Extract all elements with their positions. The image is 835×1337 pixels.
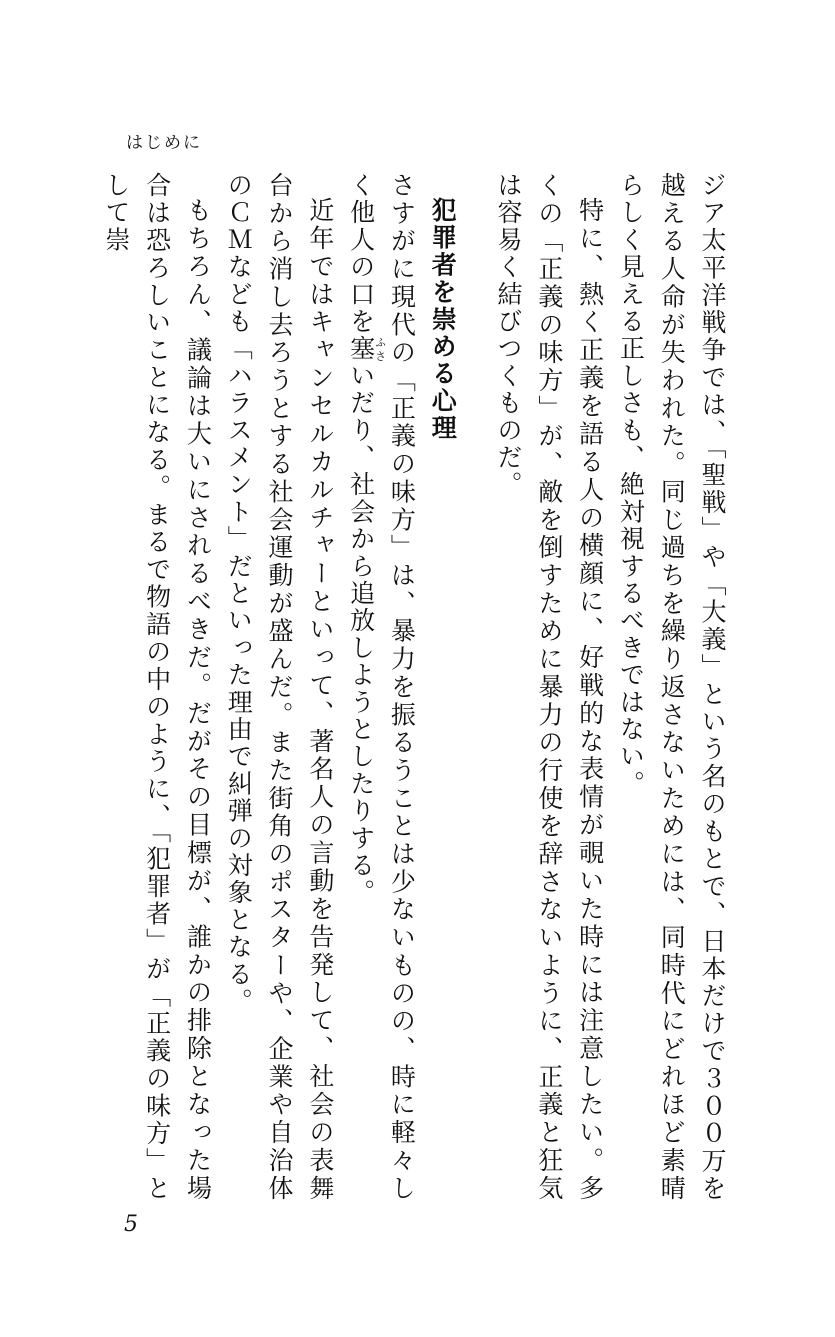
section-heading: 犯罪者を崇める心理 <box>428 197 458 442</box>
ruby-base: 塞 <box>346 335 376 363</box>
running-head: はじめに <box>126 133 202 153</box>
paragraph-4: 近年ではキャンセルカルチャーといって、著名人の言動を告発して、社会の表舞台から消し去ろうとする社会運動が盛んだ。また街角のポスターや、企業や自治体のＣＭなども「ハラスメント」だといった理由で糾弾の対象となる。 <box>224 172 335 1202</box>
ruby-annotation <box>346 335 387 363</box>
ruby-reading: ふさ <box>373 335 387 363</box>
paragraph-5: もちろん、議論は大いにされるべきだ。だがその目標が、誰かの排除となった場合は恐ろしいことになる。まるで物語の中のように、「犯罪者」が「正義の味方」として崇 <box>101 172 213 1202</box>
paragraph-3-text-a: さすがに現代の「正義の味方」は、暴力を振るうことは少ないものの、時に軽々しく他人の口を <box>346 172 417 1202</box>
vertical-text-body <box>92 172 732 1202</box>
paragraph-3-text-b: いだり、社会から追放しようとしたりする。 <box>346 362 376 907</box>
page-number: 5 <box>124 1212 138 1237</box>
paragraph-1: ジア太平洋戦争では、「聖戦」や「大義」という名のもとで、日本だけで３００万を越える人命が失われた。同じ過ちを繰り返さないためには、同時代にどれほど素晴らしく見える正しさも、絶対視するべきではない。 <box>616 172 727 1202</box>
paragraph-3 <box>340 172 422 1202</box>
paragraph-2: 特に、熱く正義を語る人の横顔に、好戦的な表情が覗いた時には注意したい。多くの「正義の味方」が、敵を倒すために暴力の行使を辞さないように、正義と狂気は容易く結びつくものだ。 <box>494 172 605 1202</box>
